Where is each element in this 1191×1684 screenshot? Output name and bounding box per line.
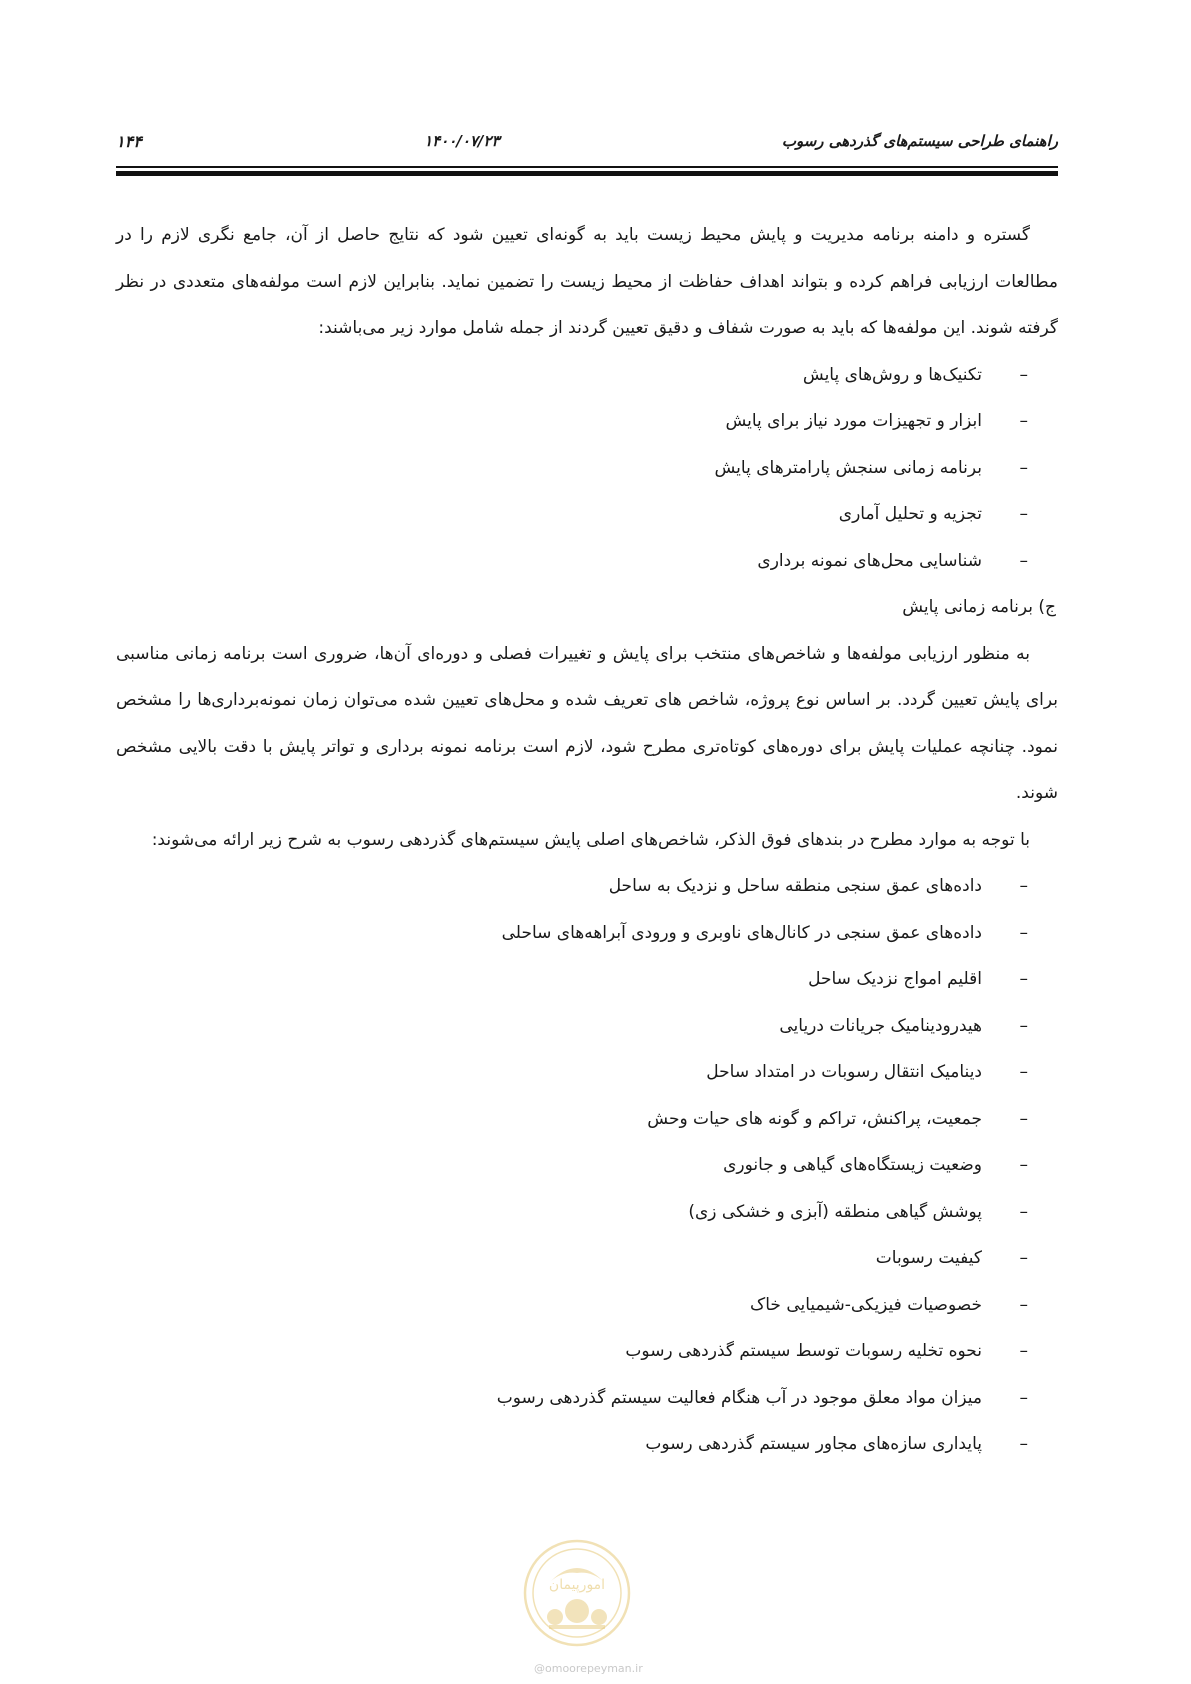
list-item: – تجزیه و تحلیل آماری	[116, 491, 1058, 538]
list-item: – برنامه زمانی سنجش پارامترهای پایش	[116, 445, 1058, 492]
document-body	[116, 212, 1058, 1468]
list-dash: –	[1019, 969, 1028, 989]
list-dash: –	[1019, 876, 1028, 896]
list-dash: –	[1019, 1248, 1028, 1268]
list-dash: –	[1019, 1015, 1028, 1036]
list-dash: –	[1019, 1387, 1028, 1408]
list-dash: –	[1019, 1434, 1028, 1454]
list-item: – وضعیت زیستگاه‌های گیاهی و جانوری	[116, 1142, 1058, 1189]
list-dash: –	[1019, 1108, 1028, 1129]
list-item: – کیفیت رسوبات	[116, 1235, 1058, 1282]
watermark-handle: @omoorepeyman.ir	[534, 1662, 643, 1675]
list-dash: –	[1019, 550, 1028, 571]
list-item: – ابزار و تجهیزات مورد نیاز برای پایش	[116, 398, 1058, 445]
list-dash: –	[1019, 364, 1028, 385]
schedule-paragraph: به منظور ارزیابی مولفه‌ها و شاخص‌های منتخب برای پایش و تغییرات فصلی و دوره‌ای آن‌ها، ضروری است برنامه زمانی مناسبی برای پایش تعیین گردد. بر اساس نوع پروژه، شاخص های تعریف شده و محل‌های تعیین شده می‌توان زمان نمونه‌برداری‌ها را مشخص نمود. چنانچه عملیات پایش برای دوره‌های کوتاه‌تری مطرح شود، لازم است برنامه نمونه برداری و تواتر پایش با دقت بالایی مشخص شوند.	[116, 643, 1058, 803]
list-item: – هیدرودینامیک جریانات دریایی	[116, 1003, 1058, 1050]
indicators-paragraph: با توجه به موارد مطرح در بندهای فوق الذکر، شاخص‌های اصلی پایش سیستم‌های گذردهی رسوب به شرح زیر ارائه می‌شوند:	[151, 829, 1030, 850]
list-dash: –	[1019, 1341, 1028, 1361]
indicators-list	[116, 863, 1058, 1468]
list-dash: –	[1019, 457, 1028, 478]
intro-paragraph: گستره و دامنه برنامه مدیریت و پایش محیط زیست باید به گونه‌ای تعیین شود که نتایج حاصل از آن، جامع نگری لازم را در مطالعات ارزیابی فراهم کرده و بتواند اهداف حفاظت از محیط زیست را تضمین نماید. بنابراین لازم است مولفه‌های متعددی در نظر گرفته شوند. این مولفه‌ها که باید به صورت شفاف و دقیق تعیین گردند از جمله شامل موارد زیر می‌باشند:	[116, 225, 1058, 338]
page-number: ۱۴۴	[116, 131, 142, 151]
list-dash: –	[1019, 504, 1028, 524]
list-item: – اقلیم امواج نزدیک ساحل	[116, 956, 1058, 1003]
list-item: – داده‌های عمق سنجی در کانال‌های ناوبری و ورودی آبراهه‌های ساحلی	[116, 910, 1058, 957]
list-item: – پایداری سازه‌های مجاور سیستم گذردهی رسوب	[116, 1421, 1058, 1468]
components-list	[116, 352, 1058, 585]
header-rule-thin	[116, 166, 1058, 168]
list-dash: –	[1019, 1062, 1028, 1082]
header-date: ۱۴۰۰/۰۷/۲۳	[424, 132, 500, 150]
watermark-logo-icon	[521, 1537, 633, 1649]
list-dash: –	[1019, 1155, 1028, 1175]
list-dash: –	[1019, 1294, 1028, 1315]
list-item: – خصوصیات فیزیکی-شیمیایی خاک	[116, 1282, 1058, 1329]
list-item: – نحوه تخلیه رسوبات توسط سیستم گذردهی رسوب	[116, 1328, 1058, 1375]
header-rule-thick	[116, 171, 1058, 176]
list-item: – داده‌های عمق سنجی منطقه ساحل و نزدیک به ساحل	[116, 863, 1058, 910]
header-title: راهنمای طراحی سیستم‌های گذردهی رسوب	[781, 132, 1058, 150]
svg-text:امورپیمان: امورپیمان	[548, 1577, 606, 1593]
list-dash: –	[1019, 411, 1028, 431]
list-item: – پوشش گیاهی منطقه (آبزی و خشکی زی)	[116, 1189, 1058, 1236]
page-header	[116, 128, 1058, 154]
list-item: – تکنیک‌ها و روش‌های پایش	[116, 352, 1058, 399]
list-item: – میزان مواد معلق موجود در آب هنگام فعالیت سیستم گذردهی رسوب	[116, 1375, 1058, 1422]
list-dash: –	[1019, 922, 1028, 943]
list-item: – شناسایی محل‌های نمونه برداری	[116, 538, 1058, 585]
list-dash: –	[1019, 1201, 1028, 1222]
list-item: – جمعیت، پراکنش، تراکم و گونه های حیات وحش	[116, 1096, 1058, 1143]
section-heading: ج) برنامه زمانی پایش	[902, 597, 1056, 617]
list-item: – دینامیک انتقال رسوبات در امتداد ساحل	[116, 1049, 1058, 1096]
